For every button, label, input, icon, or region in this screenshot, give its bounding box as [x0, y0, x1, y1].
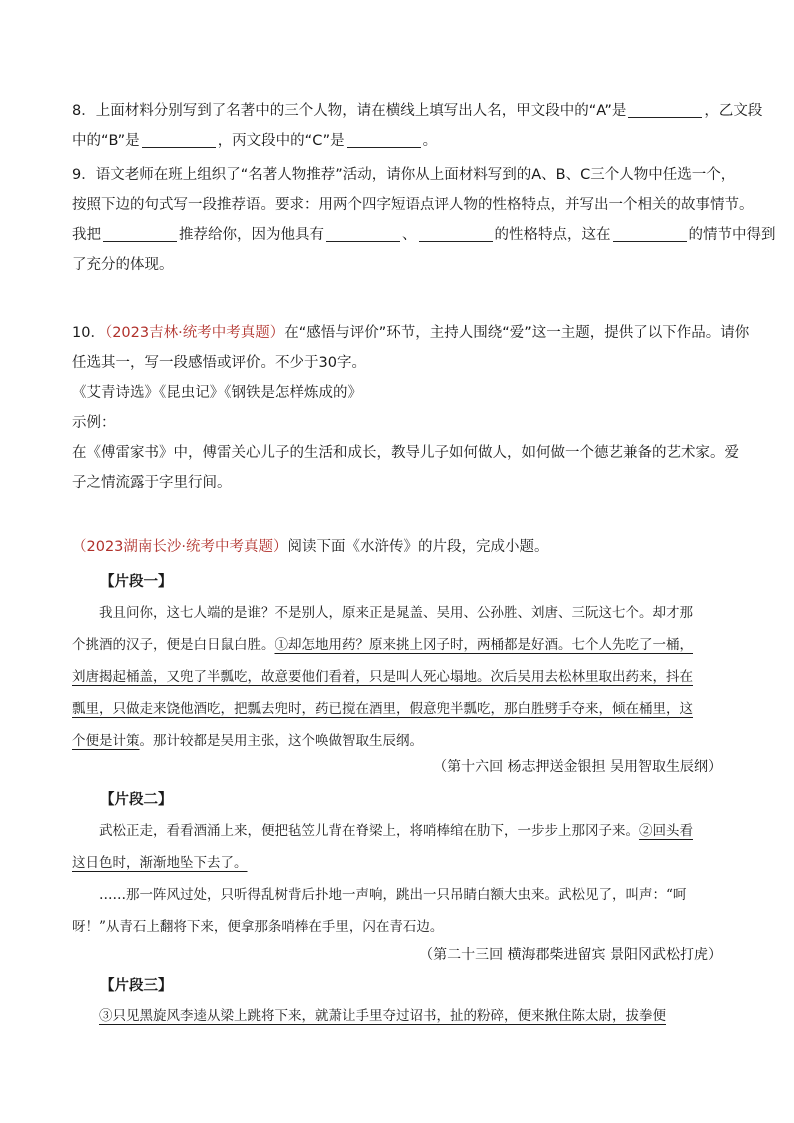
q10-line-2: 任选其一，写一段感悟或评价。不少于30字。 — [72, 355, 366, 371]
underlined-sentence-2: ②回头看 — [639, 823, 693, 839]
reading-intro: （2023湖南长沙·统考中考真题）阅读下面《水浒传》的片段，完成小题。 — [72, 539, 549, 555]
q9-line-2: 按照下边的句式写一段推荐语。要求：用两个四字短语点评人物的性格特点，并写出一个相关的故事情节。 — [72, 197, 754, 213]
q10-book-list: 《艾青诗选》《昆虫记》《钢铁是怎样炼成的》 — [72, 385, 362, 401]
answer-blank-trait-2[interactable] — [419, 223, 493, 242]
segment-2-title: 【片段二】 — [100, 792, 173, 808]
q9-line-3: 我把 推荐给你，因为他具有 、 的性格特点，这在 的情节中得到 — [72, 220, 722, 250]
answer-blank-c[interactable] — [347, 129, 421, 148]
answer-blank-plot[interactable] — [613, 223, 687, 242]
answer-blank-trait-1[interactable] — [326, 223, 400, 242]
source-tag: （2023湖南长沙·统考中考真题） — [72, 539, 288, 555]
answer-blank-a[interactable] — [628, 99, 702, 118]
underlined-sentence-3: ③只见黑旋风李逵从梁上跳将下来，就萧让手里夺过诏书，扯的粉碎，便来揪住陈太尉，拔拳便 — [99, 1008, 666, 1024]
segment-1-text: 我且问你，这七人端的是谁？不是别人，原来正是晁盖、吴用、公孙胜、刘唐、三阮这七个。却才那 个挑酒的汉子，便是白日鼠白胜。①却怎地用药？原来挑上冈子时，两桶都是好酒。七个人先吃了一桶， 刘唐揭起桶盖，又兜了半瓢吃，故意要他们看着，只是叫人死心塌地。次后吴用去松林里取出药来，抖在 瓢里，只做走来饶他酒吃，把瓢去兜时，药已搅在酒里，假意兜半瓢吃，那白胜劈手夺来，倾在桶里，这 个便是计策。那计较都是吴用主张，这个唤做智取生辰纲。 — [72, 605, 693, 749]
segment-3-text — [72, 1000, 722, 1032]
source-tag: （2023吉林·统考中考真题） — [104, 325, 285, 341]
segment-2-caption: （第二十三回 横海郡柴进留宾 景阳冈武松打虎） — [419, 947, 722, 963]
q8-line-1: 8．上面材料分别写到了名著中的三个人物，请在横线上填写出人名，甲文段中的“A”是 ，乙文段 — [72, 96, 722, 126]
segment-1-title: 【片段一】 — [100, 574, 173, 590]
segment-2-text: 武松正走，看看酒涌上来，便把毡笠儿背在脊梁上，将哨棒绾在肋下，一步步上那冈子来。②回头看 这日色时，渐渐地坠下去了。 ……那一阵风过处，只听得乱树背后扑地一声响，跳出一只吊睛白额大虫来。武松见了，叫声：“呵 呀！”从青石上翻将下来，便拿那条哨棒在手里，闪在青石边。 — [72, 823, 693, 935]
q10-example-line-1: 在《傅雷家书》中，傅雷关心儿子的生活和成长，教导儿子如何做人，如何做一个德艺兼备的艺术家。爱 — [72, 445, 739, 461]
q9-line-4: 了充分的体现。 — [72, 257, 174, 273]
question-9 — [72, 160, 776, 280]
q10-example-label: 示例： — [72, 415, 116, 431]
q10-example-line-2: 子之情流露于字里行间。 — [72, 475, 232, 491]
q10-line-1: 10．（2023吉林·统考中考真题）在“感悟与评价”环节，主持人围绕“爱”这一主题，提供了以下作品。请你 — [72, 325, 750, 341]
question-10 — [72, 318, 750, 498]
answer-blank-b[interactable] — [142, 129, 216, 148]
question-8 — [72, 96, 763, 156]
segment-3-title: 【片段三】 — [100, 978, 173, 994]
answer-blank-person[interactable] — [103, 223, 177, 242]
underlined-sentence-1: ①却怎地用药？原来挑上冈子时，两桶都是好酒。七个人先吃了一桶， — [274, 637, 693, 653]
q9-line-1: 9．语文老师在班上组织了“名著人物推荐”活动，请你从上面材料写到的A、B、C三个人物中任选一个， — [72, 167, 736, 183]
segment-1-caption: （第十六回 杨志押送金银担 吴用智取生辰纲） — [433, 759, 722, 775]
q8-line-2: 中的“B”是 ，丙文段中的“C”是 。 — [72, 126, 722, 156]
